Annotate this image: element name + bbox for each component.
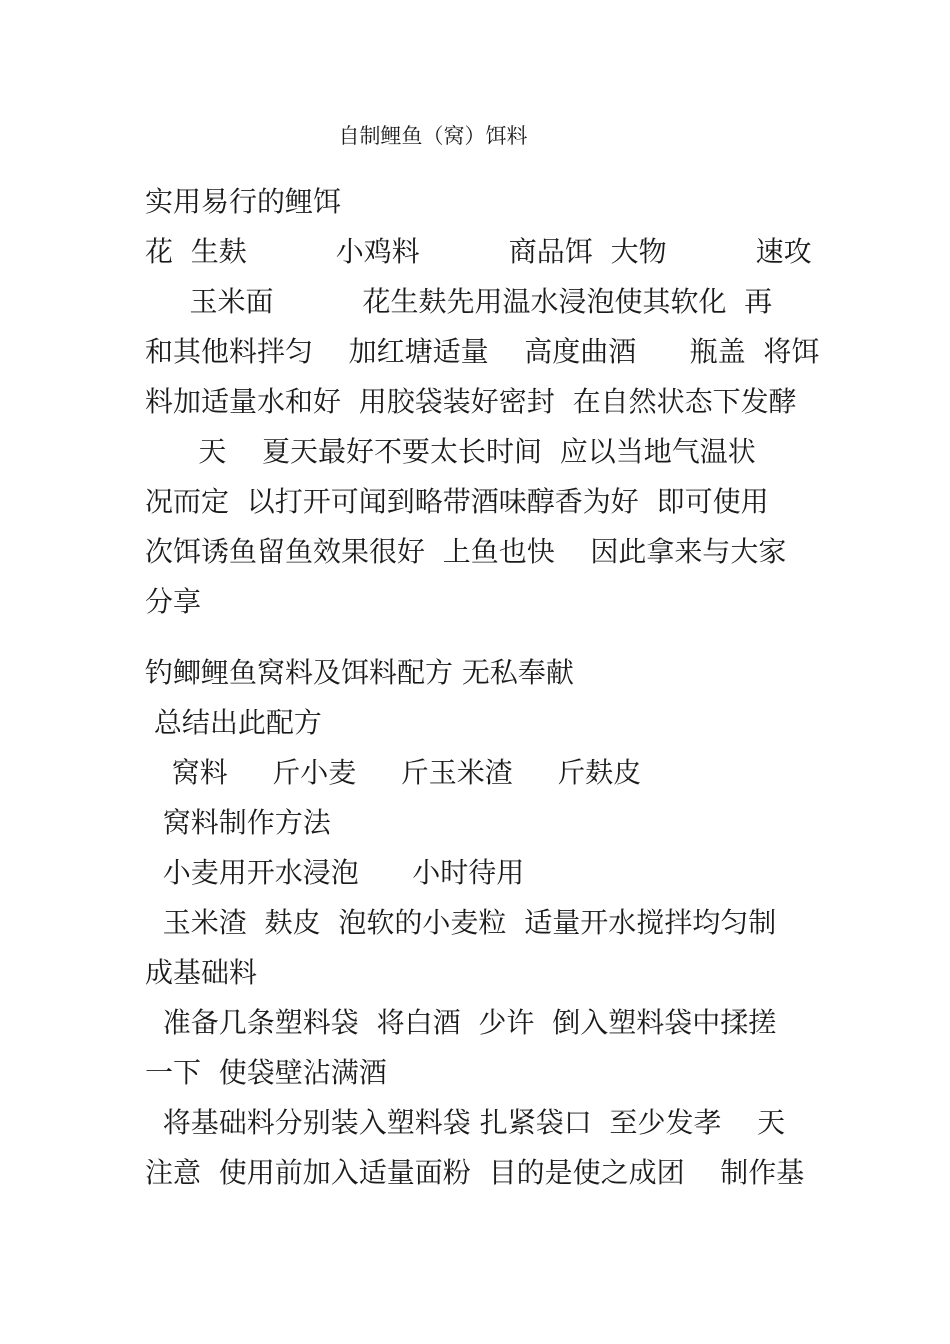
text-line: 成基础料 bbox=[145, 956, 258, 989]
text-line: 花 生麸 小鸡料 商品饵 大物 速攻 bbox=[145, 235, 812, 268]
text-line: 总结出此配方 bbox=[145, 706, 322, 739]
document-title: 自制鲤鱼（窝）饵料 bbox=[338, 124, 528, 148]
text-line: 分享 bbox=[145, 585, 202, 618]
text-line: 次饵诱鱼留鱼效果很好 上鱼也快 因此拿来与大家 bbox=[145, 535, 787, 568]
text-line: 况而定 以打开可闻到略带酒味醇香为好 即可使用 bbox=[145, 485, 769, 518]
text-line: 一下 使袋壁沾满酒 bbox=[145, 1056, 387, 1089]
text-line: 窝料 斤小麦 斤玉米渣 斤麸皮 bbox=[145, 756, 642, 789]
text-line: 窝料制作方法 bbox=[145, 806, 331, 839]
text-line: 注意 使用前加入适量面粉 目的是使之成团 制作基 bbox=[145, 1156, 805, 1189]
text-line: 小麦用开水浸泡 小时待用 bbox=[145, 856, 525, 889]
text-line: 天 夏天最好不要太长时间 应以当地气温状 bbox=[145, 435, 756, 468]
text-line: 准备几条塑料袋 将白酒 少许 倒入塑料袋中揉搓 bbox=[145, 1006, 777, 1039]
text-line: 料加适量水和好 用胶袋装好密封 在自然状态下发酵 bbox=[145, 385, 797, 418]
text-line: 和其他料拌匀 加红塘适量 高度曲酒 瓶盖 将饵 bbox=[145, 335, 820, 368]
section-heading: 钓鲫鲤鱼窝料及饵料配方 无私奉献 bbox=[145, 656, 574, 689]
text-line: 将基础料分别装入塑料袋 扎紧袋口 至少发孝 天 bbox=[145, 1106, 786, 1139]
text-line: 玉米面 花生麸先用温水浸泡使其软化 再 bbox=[145, 285, 773, 318]
text-line: 玉米渣 麸皮 泡软的小麦粒 适量开水搅拌均匀制 bbox=[145, 906, 777, 939]
text-line: 实用易行的鲤饵 bbox=[145, 185, 342, 218]
